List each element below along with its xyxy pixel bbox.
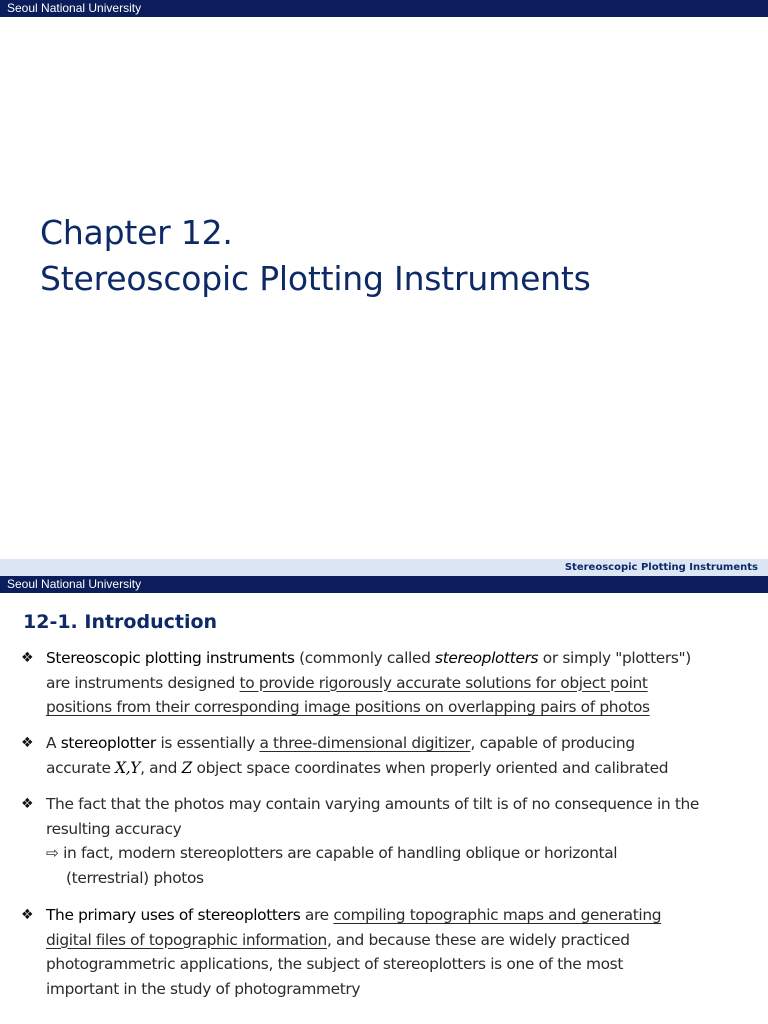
math-variable: Z <box>181 758 192 777</box>
sub-point <box>46 841 751 866</box>
text-run: in fact, modern stereoplotters are capable of handling oblique or horizontal <box>58 844 618 863</box>
bullet-line: resulting accuracy <box>46 819 182 838</box>
text-run: , capable of producing <box>470 734 635 752</box>
bullet-line: The fact that the photos may contain varying amounts of tilt is of no consequence in the <box>46 795 700 813</box>
key-term: The primary uses of stereoplotters <box>46 906 301 924</box>
underlined-phrase: compiling topographic maps and generating <box>333 906 662 924</box>
bullet-diamond-icon: ❖ <box>21 735 34 751</box>
bullet-line <box>46 928 751 953</box>
bullet-diamond-icon: ❖ <box>21 796 34 812</box>
underlined-phrase: to provide rigorously accurate solutions for object point <box>239 673 648 692</box>
emphasized-term: stereoplotters <box>435 649 539 667</box>
bullet-item <box>21 903 751 1001</box>
bullet-line <box>46 731 751 756</box>
text-run: accurate <box>46 758 116 777</box>
text-run: A <box>46 734 61 752</box>
text-run: , and because these are widely practiced <box>326 930 630 949</box>
university-name: Seoul National University <box>7 1 142 15</box>
right-arrow-icon: ⇨ <box>46 844 59 863</box>
chapter-title <box>40 210 591 302</box>
bullet-line <box>46 903 751 928</box>
text-run: , and <box>140 758 182 777</box>
underlined-phrase: digital files of topographic information <box>46 930 327 949</box>
university-header-bar <box>0 0 768 17</box>
bullet-line <box>46 671 751 696</box>
sub-point-continuation: (terrestrial) photos <box>66 868 204 887</box>
bullet-item <box>21 646 751 720</box>
underlined-phrase: positions from their corresponding image positions on overlapping pairs of photos <box>46 698 650 717</box>
text-run: is essentially <box>155 734 260 752</box>
math-variable: X,Y <box>115 758 141 777</box>
bullet-line: important in the study of photogrammetry <box>46 979 361 998</box>
bullet-diamond-icon: ❖ <box>21 650 34 666</box>
bullet-line: photogrammetric applications, the subject of stereoplotters is one of the most <box>46 955 624 974</box>
text-run: are instruments designed <box>46 673 240 692</box>
key-term: stereoplotter <box>60 734 156 752</box>
running-title: Stereoscopic Plotting Instruments <box>564 562 758 573</box>
chapter-name: Stereoscopic Plotting Instruments <box>40 259 591 298</box>
text-run: (commonly called <box>294 649 436 667</box>
bullet-line <box>46 695 751 720</box>
bullet-diamond-icon: ❖ <box>21 907 34 923</box>
bullet-line <box>46 756 751 781</box>
key-term: Stereoscopic plotting instruments <box>46 649 295 667</box>
text-run: are <box>300 906 334 924</box>
bullet-line <box>46 646 751 671</box>
running-header-strip <box>0 559 768 576</box>
chapter-number: Chapter 12. <box>40 213 233 252</box>
university-header-bar <box>0 576 768 593</box>
university-name: Seoul National University <box>7 577 142 591</box>
bullet-item <box>21 731 751 780</box>
underlined-phrase: a three-dimensional digitizer <box>259 734 471 752</box>
text-run: object space coordinates when properly oriented and calibrated <box>192 758 669 777</box>
section-heading: 12-1. Introduction <box>23 611 218 633</box>
text-run: or simply "plotters") <box>538 649 691 667</box>
bullet-item <box>21 792 751 890</box>
